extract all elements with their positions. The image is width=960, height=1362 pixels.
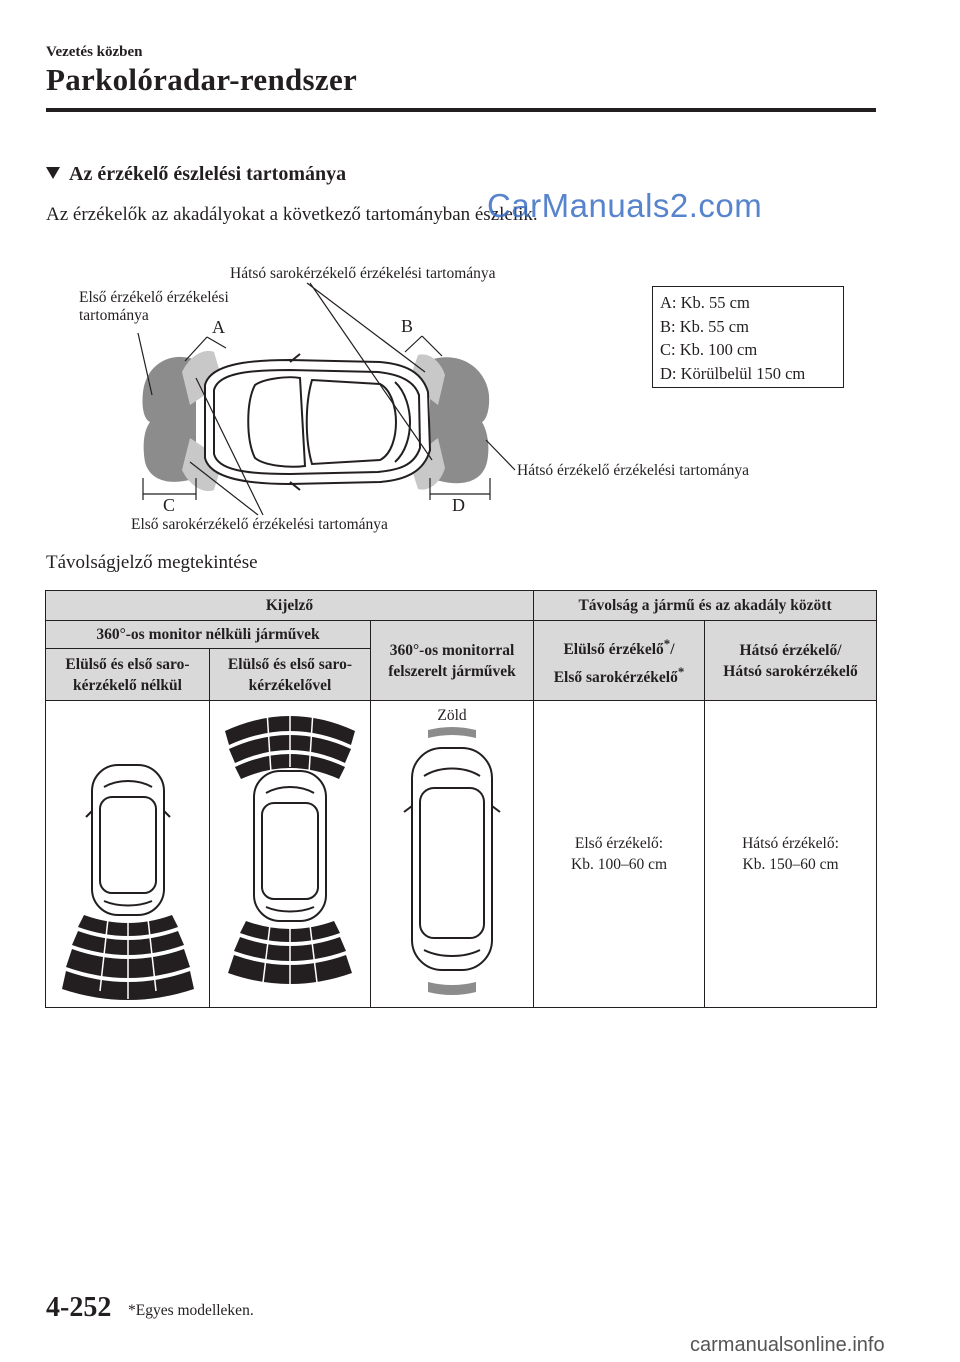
page-title: Parkolóradar-rendszer <box>46 62 358 97</box>
illustration-without-front <box>46 701 210 1008</box>
front-sensor-range-label-line1: Első érzékelő érzékelési <box>79 289 229 306</box>
rear-arc-bands <box>228 921 352 997</box>
intro-text: Az érzékelők az akadályokat a következő tartományban észlelik. <box>46 204 538 225</box>
car-top-view <box>205 354 430 490</box>
chapter-label: Vezetés közben <box>46 44 143 60</box>
dimension-legend <box>652 286 844 388</box>
footnote-star-1: * <box>663 636 671 652</box>
rear-distance-label: Hátsó érzékelő: <box>742 835 839 852</box>
header-front-line1: Elülső érzékelő <box>563 641 664 659</box>
car-front-rear-zones-illustration <box>211 701 369 1001</box>
legend-d: D: Körülbelül 150 cm <box>660 363 806 383</box>
illustration-with-front <box>210 701 371 1008</box>
footnote-star-2: * <box>677 663 685 679</box>
car-monitor-illustration <box>372 726 532 998</box>
dimension-b-label: B <box>401 316 414 336</box>
rear-corner-range-label: Hátsó sarokérzékelő érzékelési tartománya <box>230 265 496 282</box>
header-front-line2: Első sarokérzékelő <box>553 668 678 686</box>
dimension-a-label: A <box>212 317 225 337</box>
illustration-360-monitor <box>371 701 534 1008</box>
front-arc-bands <box>225 707 355 779</box>
distance-display-table <box>45 590 877 1008</box>
front-sensor-range-label-line2: tartománya <box>79 307 149 324</box>
header-with-line2: kérzékelővel <box>248 676 332 694</box>
header-with-monitor-line2: felszerelt járművek <box>388 662 516 680</box>
header-display: Kijelző <box>46 591 534 621</box>
front-distance-cell <box>534 701 705 1008</box>
rear-sensor-range-label: Hátsó érzékelő érzékelési tartománya <box>517 462 749 479</box>
footer-watermark: carmanualsonline.info <box>690 1334 885 1356</box>
section-heading-text: Az érzékelő észlelési tartománya <box>69 163 347 185</box>
rear-indicator-bar <box>428 982 476 995</box>
green-label: Zöld <box>437 707 467 724</box>
front-distance-label: Első érzékelő: <box>574 835 664 852</box>
front-corner-range-label: Első sarokérzékelő érzékelési tartománya <box>131 516 388 533</box>
watermark: CarManuals2.com <box>487 187 763 224</box>
header-with-monitor <box>371 621 534 701</box>
header-rear-sensor <box>705 621 877 701</box>
dimension-d-label: D <box>452 495 465 515</box>
legend-a: A: Kb. 55 cm <box>660 293 750 312</box>
front-distance-value: Kb. 100–60 cm <box>571 856 668 873</box>
rear-arc-bands <box>62 915 194 1000</box>
header-rear-line2: Hátsó sarokérzékelő <box>723 662 858 680</box>
display-heading: Távolságjelző megtekintése <box>46 552 258 573</box>
header-with-monitor-line1: 360°-os monitorral <box>389 641 515 659</box>
footnote: *Egyes modelleken. <box>128 1302 254 1319</box>
header-distance: Távolság a jármű és az akadály között <box>534 591 877 621</box>
header-rear-line1: Hátsó érzékelő/ <box>739 641 842 659</box>
rear-distance-cell <box>705 701 877 1008</box>
header-without-line1: Elülső és első saro- <box>65 655 190 673</box>
rear-distance-value: Kb. 150–60 cm <box>742 856 839 873</box>
legend-b: B: Kb. 55 cm <box>660 316 749 336</box>
header-no-monitor: 360°-os monitor nélküli járművek <box>46 621 371 649</box>
header-front-slash: / <box>670 641 675 659</box>
header-without-line2: kérzékelő nélkül <box>73 676 182 694</box>
header-without-front-sensors <box>46 649 210 701</box>
page-number: 4-252 <box>46 1292 112 1323</box>
dimension-c-label: C <box>163 495 176 515</box>
header-with-line1: Elülső és első saro- <box>227 655 353 673</box>
car-rear-zones-illustration <box>48 701 208 1001</box>
header-with-front-sensors <box>210 649 371 701</box>
legend-c: C: Kb. 100 cm <box>660 340 758 359</box>
front-indicator-bar <box>428 727 476 738</box>
header-front-sensor <box>534 621 705 701</box>
